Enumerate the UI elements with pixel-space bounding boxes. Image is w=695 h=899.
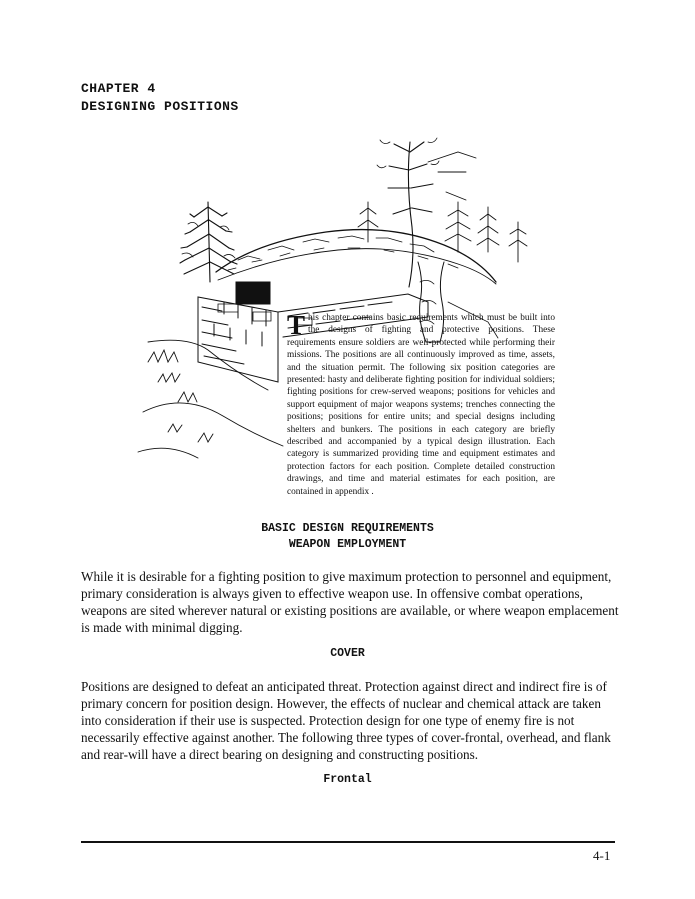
background-trees-sketch — [358, 202, 527, 262]
chapter-heading — [81, 80, 239, 116]
chapter-title: DESIGNING POSITIONS — [81, 99, 239, 114]
ground-grass-sketch — [138, 340, 283, 458]
chapter-number: CHAPTER 4 — [81, 81, 156, 96]
heading-frontal: Frontal — [323, 773, 372, 786]
intro-text: his chapter contains basic requirements which must be built into the designs of fighting and protective positions. These requirements ensure soldiers are well-protected while performing their missions. The positions are all continuously improved as time, assets, and the situation permit. The following six position categories are presented: hasty and deliberate fighting position for individual soldiers; fighting positions for crew-served weapons; positions for vehicles and support equipment of major weapons systems; trenches connecting the positions; positions for entire units; and special designs including shelters and bunkers. The positions in each category are briefly described and accompanied by a typical design illustration. Each category is summarized providing time and equipment estimates and protection factors for each position. Complete detailed construction drawings, and time and material estimates for each position, are contained in appendix . — [287, 313, 555, 497]
drop-cap: T — [287, 310, 306, 340]
bunker-aperture — [236, 282, 270, 304]
heading-weapon-employment: WEAPON EMPLOYMENT — [288, 538, 407, 551]
paragraph-weapon-employment: While it is desirable for a fighting position to give maximum protection to personnel and equipment, primary consideration is always given to effective weapon use. In offensive combat operations, weapons are sited wherever natural or existing positions are available, or where weapon emplacement is made with minimal digging. — [81, 569, 619, 635]
heading-basic-design: BASIC DESIGN REQUIREMENTS — [261, 522, 434, 535]
heading-cover: COVER — [330, 647, 365, 660]
intro-paragraph — [287, 312, 555, 498]
bunker-roof-sketch — [216, 230, 496, 284]
paragraph-cover: Positions are designed to defeat an anticipated threat. Protection against direct and indirect fire is of primary concern for position design. However, the effects of nuclear and chemical attack are taken into consideration if their use is suspected. Protection design for one type of enemy fire is not necessarily effective against another. The following three types of cover-frontal, overhead, and flank and rear-will have a direct bearing on designing and constructing positions. — [81, 679, 611, 762]
footer-rule — [81, 841, 615, 843]
page-number: 4-1 — [593, 848, 611, 863]
